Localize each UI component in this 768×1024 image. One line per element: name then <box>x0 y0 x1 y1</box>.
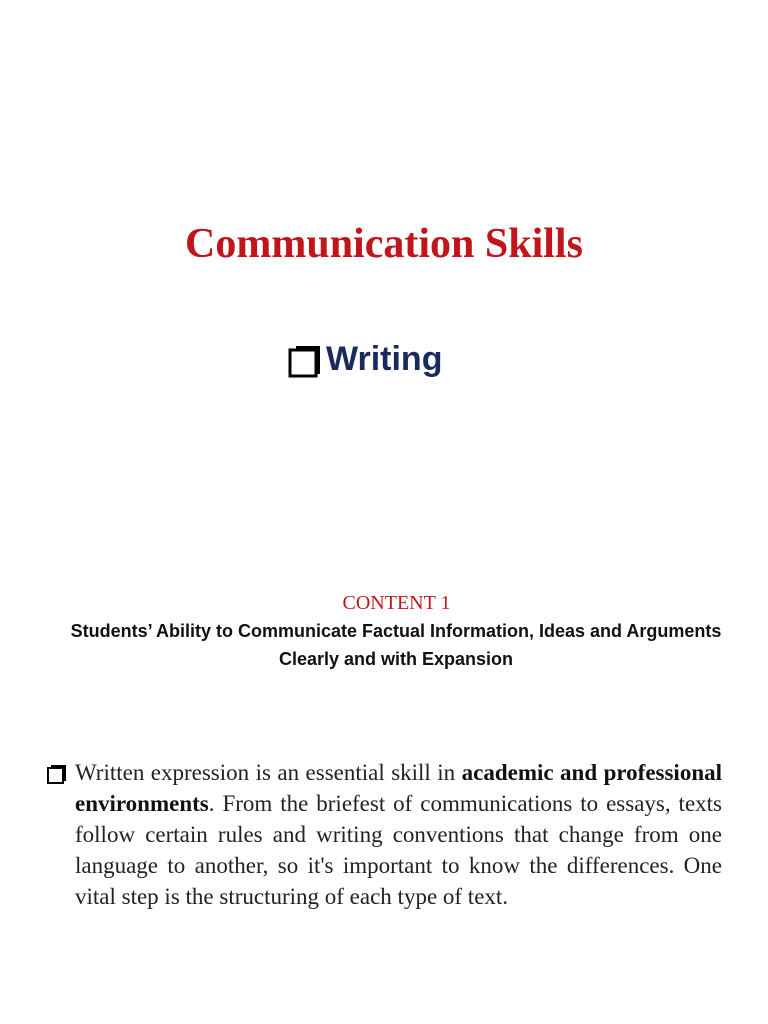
bullet-text-after: . From the briefest of communications to essays, texts follow certain rules and writing conventions that change from one language to another, so it's important to know the differences. One vital step is the structuring of each type of text. <box>75 791 722 909</box>
checkbox-icon <box>286 340 322 378</box>
page-title: Communication Skills <box>185 221 583 267</box>
bullet-text-before: Written expression is an essential skill in <box>75 760 462 785</box>
content-heading: Students’ Ability to Communicate Factual Information, Ideas and Arguments Clearly and with Expansion <box>70 621 722 669</box>
content-label: CONTENT 1 <box>342 592 451 614</box>
section-subtitle <box>286 334 442 384</box>
checkbox-icon <box>46 763 68 785</box>
bullet-paragraph <box>46 757 722 912</box>
bullet-emphasis: academic and professional environments <box>75 760 723 816</box>
subtitle-label: Writing <box>326 340 443 378</box>
bullet-text <box>75 757 722 912</box>
